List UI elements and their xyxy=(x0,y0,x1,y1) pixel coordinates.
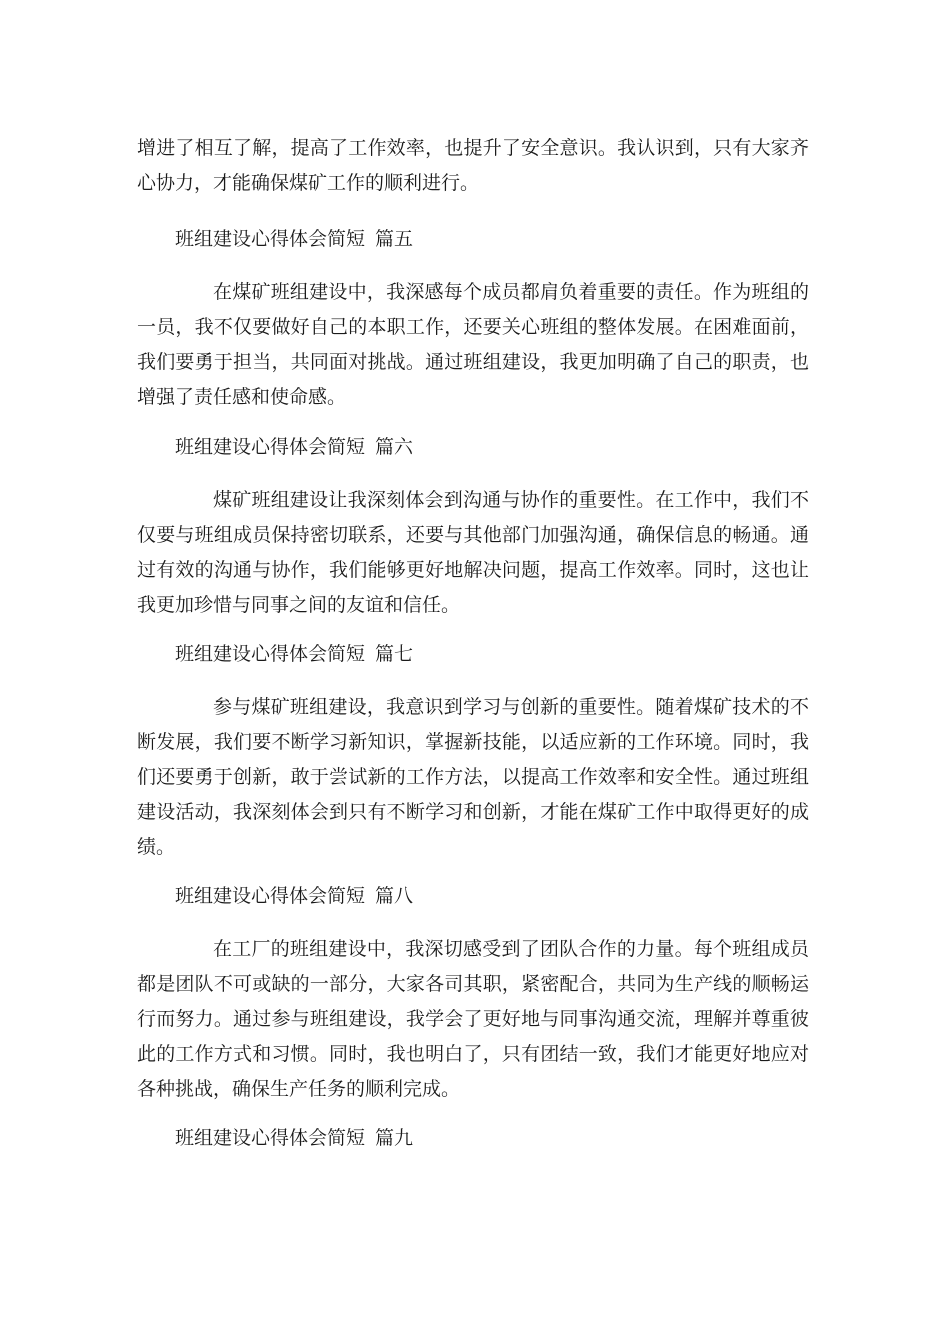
section-number: 篇六 xyxy=(375,436,414,458)
section-number: 篇八 xyxy=(375,885,414,907)
section-title: 班组建设心得体会简短 xyxy=(175,885,366,907)
section-heading-7 xyxy=(175,637,413,672)
section-title: 班组建设心得体会简短 xyxy=(175,1127,366,1149)
section-heading-5 xyxy=(175,222,413,257)
continuation-paragraph: 增进了相互了解，提高了工作效率，也提升了安全意识。我认识到，只有大家齐心协力，才能确保煤矿工作的顺利进行。 xyxy=(137,137,809,194)
section-paragraph-5: 在煤矿班组建设中，我深感每个成员都肩负着重要的责任。作为班组的一员，我不仅要做好自己的本职工作，还要关心班组的整体发展。在困难面前，我们要勇于担当，共同面对挑战。通过班组建设，我更加明确了自己的职责，也增强了责任感和使命感。 xyxy=(137,281,809,408)
section-heading-9 xyxy=(175,1121,413,1156)
section-heading-8 xyxy=(175,879,413,914)
section-number: 篇五 xyxy=(375,228,414,250)
section-paragraph-8: 在工厂的班组建设中，我深切感受到了团队合作的力量。每个班组成员都是团队不可或缺的一部分，大家各司其职，紧密配合，共同为生产线的顺畅运行而努力。通过参与班组建设，我学会了更好地与同事沟通交流，理解并尊重彼此的工作方式和习惯。同时，我也明白了，只有团结一致，我们才能更好地应对各种挑战，确保生产任务的顺利完成。 xyxy=(137,938,809,1100)
section-number: 篇九 xyxy=(375,1127,414,1149)
section-heading-6 xyxy=(175,430,413,465)
section-number: 篇七 xyxy=(375,643,414,665)
section-title: 班组建设心得体会简短 xyxy=(175,228,366,250)
section-title: 班组建设心得体会简短 xyxy=(175,643,366,665)
section-title: 班组建设心得体会简短 xyxy=(175,436,366,458)
section-paragraph-6: 煤矿班组建设让我深刻体会到沟通与协作的重要性。在工作中，我们不仅要与班组成员保持密切联系，还要与其他部门加强沟通，确保信息的畅通。通过有效的沟通与协作，我们能够更好地解决问题，提高工作效率。同时，这也让我更加珍惜与同事之间的友谊和信任。 xyxy=(137,489,809,616)
section-paragraph-7: 参与煤矿班组建设，我意识到学习与创新的重要性。随着煤矿技术的不断发展，我们要不断学习新知识，掌握新技能，以适应新的工作环境。同时，我们还要勇于创新，敢于尝试新的工作方法，以提高工作效率和安全性。通过班组建设活动，我深刻体会到只有不断学习和创新，才能在煤矿工作中取得更好的成绩。 xyxy=(137,696,809,858)
